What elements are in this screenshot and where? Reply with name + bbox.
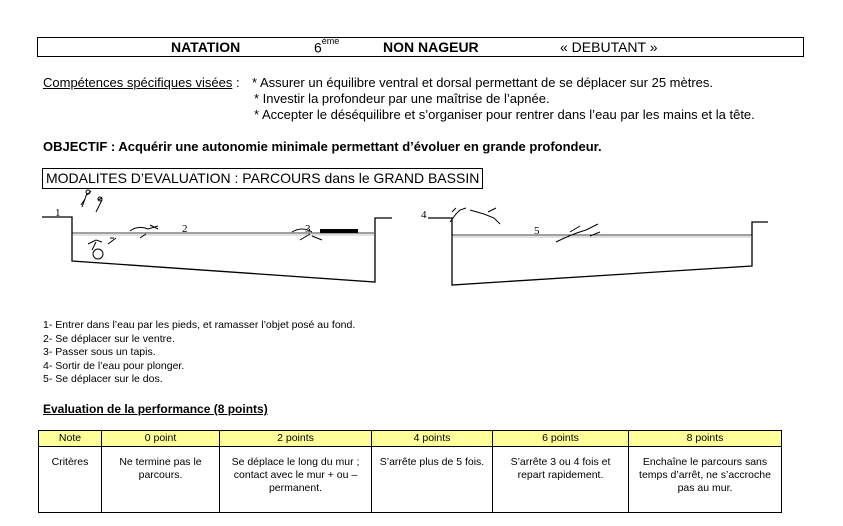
table-cell: Ne termine pas le parcours. (102, 447, 220, 513)
step-item: 3- Passer sous un tapis. (43, 346, 156, 358)
step-item: 5- Se déplacer sur le dos. (43, 373, 163, 385)
step-item: 1- Entrer dans l’eau par les pieds, et ramasser l’objet posé au fond. (43, 319, 356, 331)
diagram-number: 3 (305, 223, 311, 235)
table-header-cell: 0 point (102, 431, 220, 447)
stage-title: « DEBUTANT » (560, 39, 658, 55)
table-cell: S’arrête plus de 5 fois. (372, 447, 493, 513)
step-item: 4- Sortir de l’eau pour plonger. (43, 359, 185, 372)
objectif-text: OBJECTIF : Acquérir une autonomie minimale permettant d’évoluer en grande profondeur. (43, 139, 602, 154)
modalites-title: MODALITES D’EVALUATION : PARCOURS dans le GRAND BASSIN (42, 168, 483, 189)
competences-sep: : (232, 75, 240, 90)
diagram-number: 5 (534, 225, 540, 237)
table-header-cell: 4 points (372, 431, 493, 447)
diagram-number: 2 (182, 223, 188, 235)
table-header-cell: 2 points (220, 431, 372, 447)
swimmer-icon (130, 226, 158, 238)
competence-item: * Assurer un équilibre ventral et dorsal permettant de se déplacer sur 25 mètres. (252, 75, 714, 90)
table-cell: S’arrête 3 ou 4 fois et repart rapidement. (493, 447, 629, 513)
table-header-cell: 8 points (629, 431, 782, 447)
group-title: NON NAGEUR (383, 39, 479, 55)
steps-list (43, 319, 355, 387)
table-cell: Se déplace le long du mur ; contact avec le mur + ou – permanent. (220, 447, 372, 513)
competence-item: * Accepter le déséquilibre et s’organiser pour rentrer dans l’eau par les mains et la tête. (254, 107, 755, 122)
competences-label: Compétences spécifiques visées (43, 75, 233, 90)
competence-item: * Investir la profondeur par une maîtrise de l’apnée. (254, 91, 550, 106)
table-header-row (39, 431, 782, 447)
step-item: 2- Se déplacer sur le ventre. (43, 332, 175, 345)
table-header-cell: 6 points (493, 431, 629, 447)
table-cell: Enchaîne le parcours sans temps d’arrêt, ne s’accroche pas au mur. (629, 447, 782, 513)
evaluation-title: Evaluation de la performance (8 points) (43, 402, 268, 416)
table-cell: Critères (39, 447, 102, 513)
table-row (39, 447, 782, 513)
mat-icon (320, 229, 358, 233)
diagram-number: 4 (421, 209, 427, 221)
level-label: 6ème (314, 36, 340, 56)
diagram-number: 1 (55, 207, 61, 219)
swimmer-icon (556, 224, 600, 242)
sport-title: NATATION (171, 39, 241, 55)
table-header-cell: Note (39, 431, 102, 447)
evaluation-table (38, 430, 782, 513)
